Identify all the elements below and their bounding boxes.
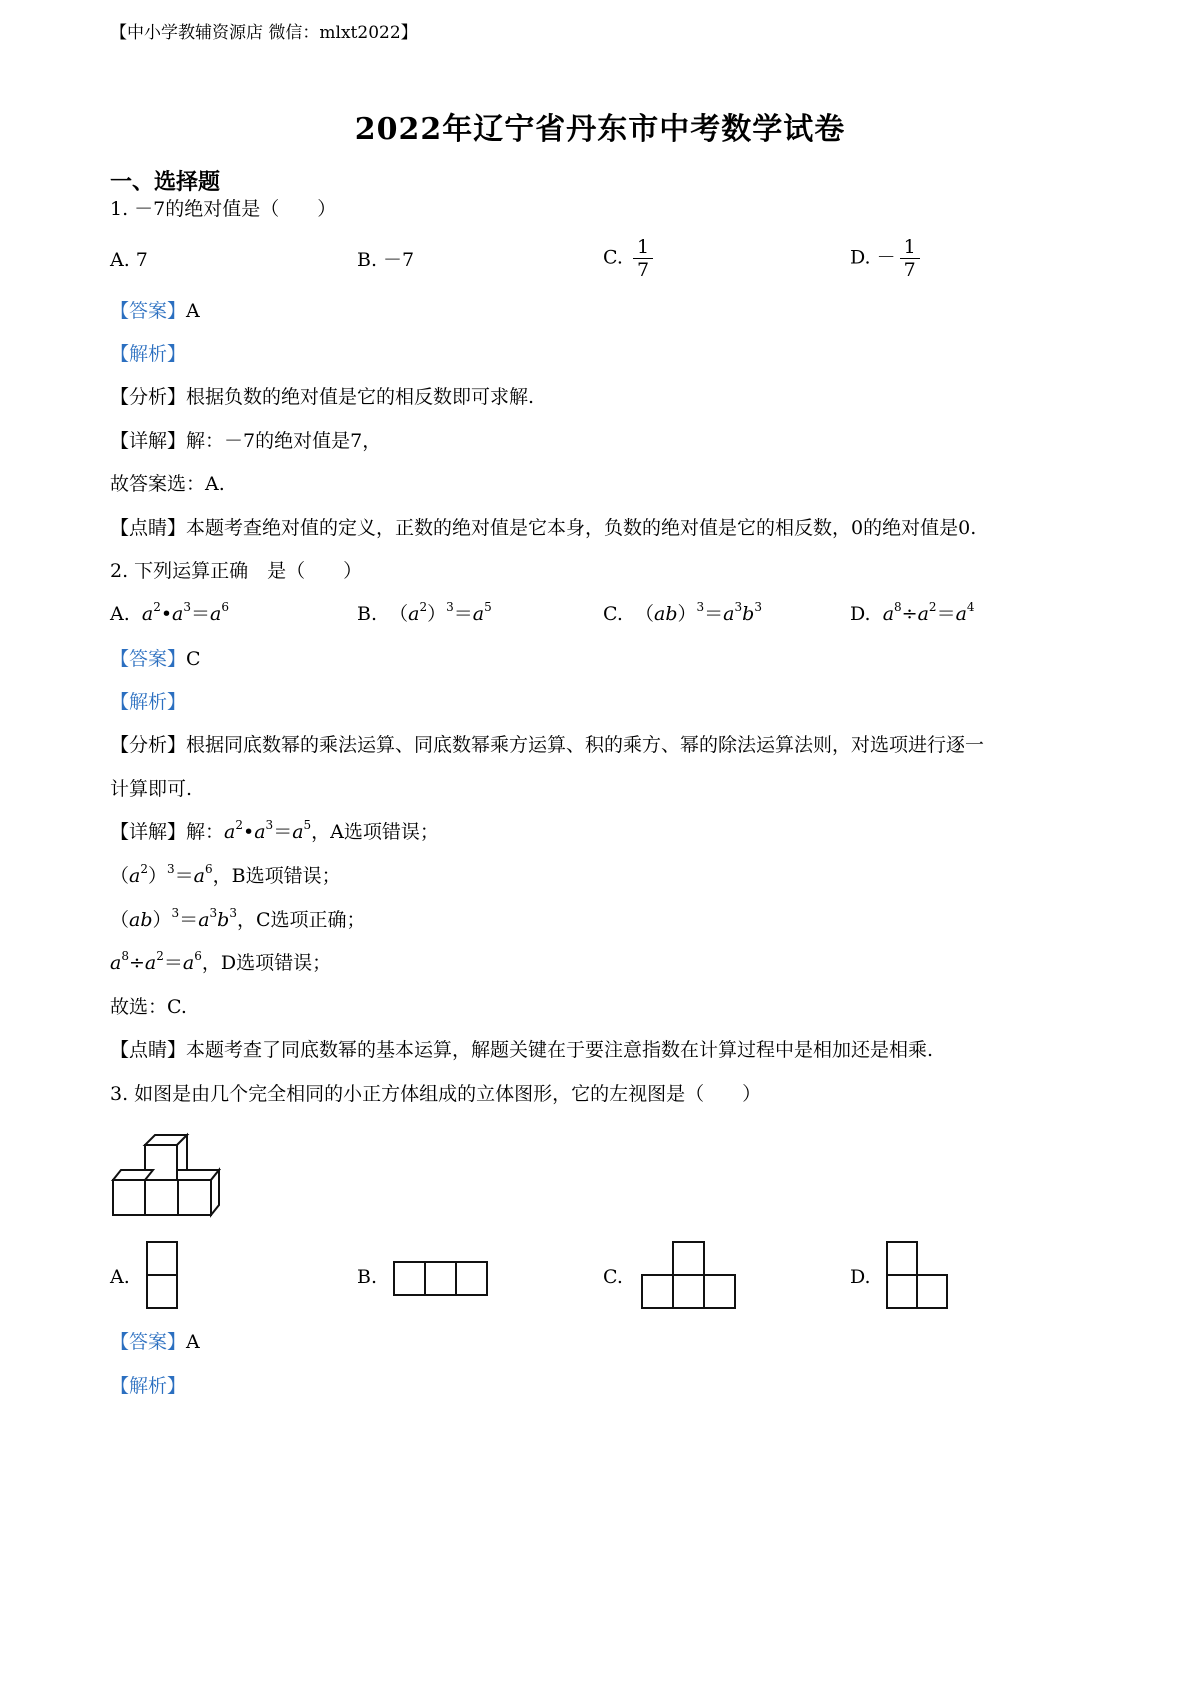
q2-option-a-label: A. (110, 603, 130, 625)
q1-option-a: A. 7 (110, 249, 148, 271)
page-title: 2022年辽宁省丹东市中考数学试卷 (354, 112, 846, 147)
xiangjie-tag: 【详解】 (110, 430, 187, 452)
view-square (917, 1275, 947, 1308)
step-d-text: ，D选项错误； (201, 952, 332, 974)
step-c-text: ，C选项正确； (236, 909, 366, 931)
q2-option-b-label: B. (357, 603, 378, 625)
xiangjie-prefix: 解： (186, 821, 225, 843)
q2-conclusion: 故选：C. (110, 996, 187, 1018)
q1-option-c-fraction (633, 236, 653, 281)
step-a-text: ，A选项错误； (311, 821, 439, 843)
q2-step-c: $(ab)^3=a^3b^3$，C选项正确； (110, 906, 366, 931)
view-square (673, 1242, 704, 1275)
q1-option-c (603, 236, 653, 281)
q3-option-d-label: D. (850, 1266, 871, 1288)
answer-value: C (186, 648, 201, 670)
answer-tag: 【答案】 (110, 300, 187, 322)
q3-stem: 3. 如图是由几个完全相同的小正方体组成的立体图形，它的左视图是（ ） (110, 1083, 762, 1105)
q2-stem: 2. 下列运算正确 是（ ） (110, 560, 363, 582)
fraction-numerator: 1 (900, 236, 920, 259)
dianjing-tag: 【点睛】 (110, 1039, 187, 1061)
q3-option-c-view (640, 1240, 740, 1312)
view-square (642, 1275, 673, 1308)
q3-answer (110, 1330, 200, 1354)
q1-option-d-sign: － (876, 246, 896, 269)
q2-step-a: 【详解】解：$a^2•a^3=a^5$，A选项错误； (110, 818, 439, 843)
cube-front-face (113, 1180, 145, 1215)
view-square (704, 1275, 735, 1308)
q1-option-d-label: D. (850, 246, 871, 269)
q1-dianjing (110, 516, 976, 540)
xiangjie-tag: 【详解】 (110, 821, 187, 843)
xiangjie-text: 解：－7的绝对值是7， (186, 430, 382, 452)
view-square (673, 1275, 704, 1308)
q2-jiexi: 【解析】 (110, 691, 187, 713)
dianjing-text: 本题考查绝对值的定义，正数的绝对值是它本身，负数的绝对值是它的相反数，0的绝对值是0. (186, 517, 977, 539)
fenxi-tag: 【分析】 (110, 734, 187, 756)
q3-option-a-view (145, 1240, 181, 1312)
q1-option-b: B. －7 (357, 249, 415, 271)
q2-fenxi-line2: 计算即可. (110, 778, 193, 800)
dianjing-text: 本题考查了同底数幂的基本运算，解题关键在于要注意指数在计算过程中是相加还是相乘. (186, 1039, 934, 1061)
q2-dianjing (110, 1038, 933, 1062)
answer-tag: 【答案】 (110, 1331, 187, 1353)
q3-solid-figure (105, 1125, 235, 1235)
answer-value: A (186, 1331, 200, 1353)
q2-option-b: B. $(a^2)^3=a^5$ (357, 600, 492, 625)
header-note: 【中小学教辅资源店 微信：mlxt2022】 (110, 23, 418, 43)
q3-option-d-view (885, 1240, 955, 1312)
view-square (147, 1275, 177, 1308)
view-square (887, 1275, 917, 1308)
q2-step-b: $(a^2)^3=a^6$，B选项错误； (110, 862, 341, 887)
q3-option-b-view (392, 1260, 492, 1300)
view-square (456, 1262, 487, 1295)
q1-jiexi: 【解析】 (110, 343, 187, 365)
answer-value: A (186, 300, 200, 322)
q2-fenxi-line1 (110, 733, 984, 757)
q1-option-d (850, 236, 920, 281)
q2-option-a: A. $a^2•a^3=a^6$ (110, 600, 229, 625)
fraction-denominator: 7 (903, 259, 916, 281)
section-heading: 一、选择题 (110, 169, 221, 195)
dianjing-tag: 【点睛】 (110, 517, 187, 539)
fraction-denominator: 7 (636, 259, 650, 281)
q1-conclusion: 故答案选：A. (110, 473, 225, 495)
q3-option-b-label: B. (357, 1266, 378, 1288)
view-square (425, 1262, 456, 1295)
step-b-text: ，B选项错误； (212, 865, 341, 887)
q1-stem: 1. －7的绝对值是（ ） (110, 198, 337, 220)
q2-step-d: $a^8\div a^2=a^6$，D选项错误； (110, 949, 332, 974)
view-square (147, 1242, 177, 1275)
q1-option-d-fraction (900, 236, 920, 281)
cube-top-face (113, 1170, 153, 1180)
q1-option-c-label: C. (603, 246, 623, 269)
q3-option-c-label: C. (603, 1266, 623, 1288)
q2-option-c-label: C. (603, 603, 623, 625)
q1-fenxi (110, 385, 534, 409)
view-square (394, 1262, 425, 1295)
fenxi-text: 根据负数的绝对值是它的相反数即可求解. (186, 386, 535, 408)
q3-jiexi: 【解析】 (110, 1375, 187, 1397)
q2-option-c: C. $(ab)^3=a^3b^3$ (603, 600, 762, 625)
q3-option-a-label: A. (110, 1266, 130, 1288)
fenxi-text: 根据同底数幂的乘法运算、同底数幂乘方运算、积的乘方、幂的除法运算法则，对选项进行逐一 (186, 734, 985, 756)
q2-answer (110, 647, 201, 671)
view-square (887, 1242, 917, 1275)
fenxi-tag: 【分析】 (110, 386, 187, 408)
fraction-numerator: 1 (633, 236, 653, 259)
q2-option-d: D. $a^8\div a^2=a^4$ (850, 600, 975, 625)
cube-front-face (145, 1180, 178, 1215)
q1-answer (110, 299, 200, 323)
q2-option-d-label: D. (850, 603, 871, 625)
cube-front-face (178, 1180, 211, 1215)
q1-xiangjie (110, 429, 381, 453)
answer-tag: 【答案】 (110, 648, 187, 670)
